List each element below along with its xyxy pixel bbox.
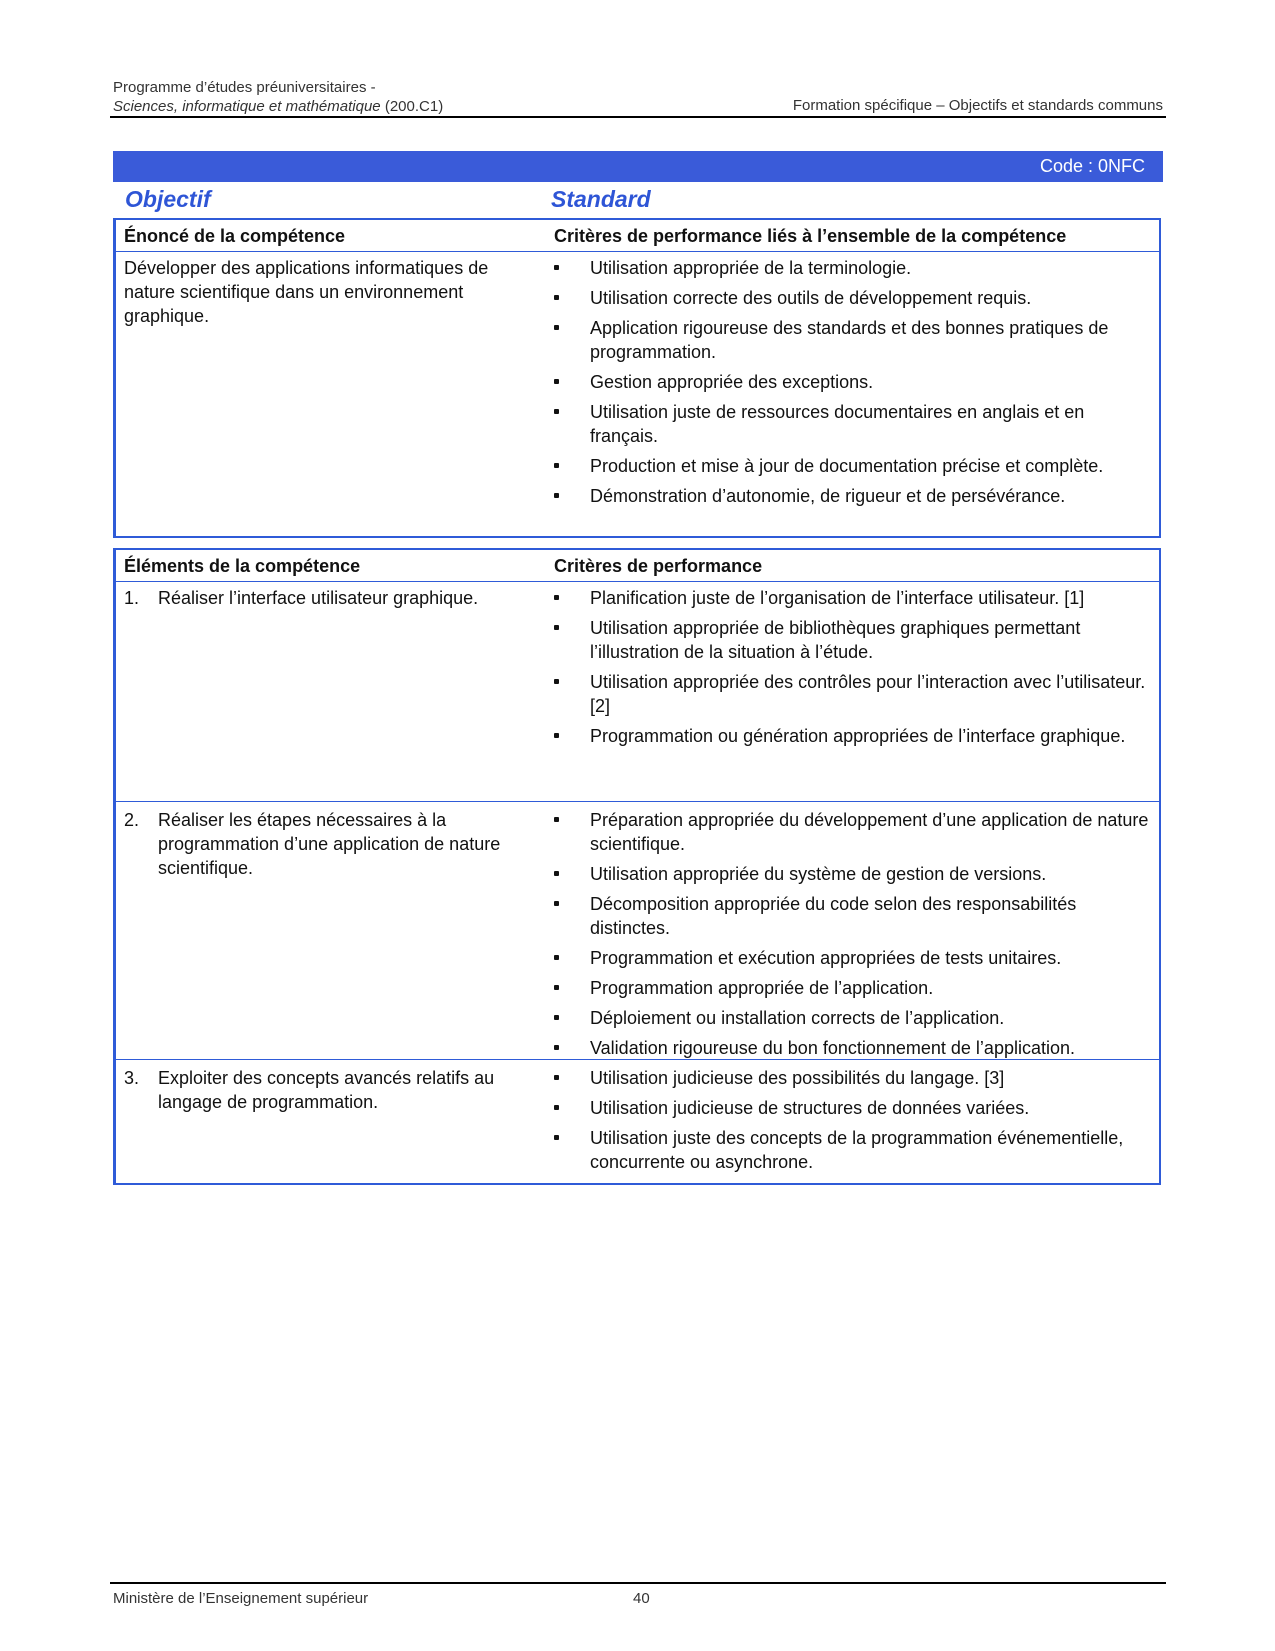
element-2-criteria [554, 808, 1154, 1066]
element-text: Réaliser les étapes nécessaires à la programmation d’une application de nature scientifique. [158, 810, 501, 878]
header-program-code: (200.C1) [384, 98, 444, 115]
element-row-2 [116, 801, 1159, 1060]
document-page [113, 0, 1163, 1651]
criterion-item: Production et mise à jour de documentation précise et complète. [554, 454, 1154, 478]
footer-rule [110, 1582, 1166, 1584]
header-right: Formation spécifique – Objectifs et standards communs [792, 97, 1163, 114]
header-left [113, 78, 443, 116]
criterion-item: Décomposition appropriée du code selon des responsabilités distinctes. [554, 892, 1154, 940]
criterion-item: Déploiement ou installation corrects de l’application. [554, 1006, 1154, 1030]
element-row-3 [116, 1059, 1159, 1184]
competence-table-head [116, 220, 1159, 252]
element-1-criteria [554, 586, 1154, 754]
criterion-item: Utilisation appropriée de la terminologie. [554, 256, 1154, 280]
element-3-criteria [554, 1066, 1154, 1180]
competence-criteria-heading: Critères de performance liés à l’ensemble de la compétence [554, 226, 1067, 246]
elements-table-head [116, 550, 1159, 582]
code-bar [113, 151, 1163, 182]
criterion-item: Gestion appropriée des exceptions. [554, 370, 1154, 394]
criterion-item: Programmation appropriée de l’application. [554, 976, 1154, 1000]
elements-heading: Éléments de la compétence [124, 556, 361, 576]
header-program-name: Sciences, informatique et mathématique [113, 98, 381, 115]
element-text: Réaliser l’interface utilisateur graphique. [158, 588, 479, 608]
elements-table [113, 548, 1161, 1185]
element-number: 3. [124, 1068, 140, 1088]
criterion-item: Utilisation juste des concepts de la programmation événementielle, concurrente ou asynchrone. [554, 1126, 1154, 1174]
criterion-item: Préparation appropriée du développement d’une application de nature scientifique. [554, 808, 1154, 856]
criterion-item: Utilisation appropriée de bibliothèques graphiques permettant l’illustration de la situation à l’étude. [554, 616, 1154, 664]
criterion-item: Utilisation appropriée des contrôles pour l’interaction avec l’utilisateur. [2] [554, 670, 1154, 718]
competence-heading: Énoncé de la compétence [124, 226, 346, 246]
elements-criteria-heading: Critères de performance [554, 556, 763, 576]
criterion-item: Application rigoureuse des standards et des bonnes pratiques de programmation. [554, 316, 1154, 364]
criterion-item: Programmation et exécution appropriées de tests unitaires. [554, 946, 1154, 970]
criterion-item: Utilisation correcte des outils de développement requis. [554, 286, 1154, 310]
element-number: 2. [124, 810, 140, 830]
element-row-1 [116, 581, 1159, 801]
criterion-item: Utilisation judicieuse des possibilités du langage. [3] [554, 1066, 1154, 1090]
header-rule [110, 116, 1166, 118]
element-number: 1. [124, 588, 140, 608]
criterion-item: Utilisation juste de ressources documentaires en anglais et en français. [554, 400, 1154, 448]
footer-ministry: Ministère de l’Enseignement supérieur [113, 1590, 369, 1607]
criterion-item: Démonstration d’autonomie, de rigueur et de persévérance. [554, 484, 1154, 508]
criterion-item: Utilisation appropriée du système de gestion de versions. [554, 862, 1154, 886]
header-program-title [113, 97, 443, 116]
criterion-item: Utilisation judicieuse de structures de données variées. [554, 1096, 1154, 1120]
criterion-item: Programmation ou génération appropriées de l’interface graphique. [554, 724, 1154, 748]
criterion-item: Planification juste de l’organisation de l’interface utilisateur. [1] [554, 586, 1154, 610]
element-text: Exploiter des concepts avancés relatifs au langage de programmation. [158, 1068, 495, 1112]
competence-statement: Développer des applications informatiques de nature scientifique dans un environnement graphique. [124, 258, 489, 326]
standard-title: Standard [551, 186, 651, 212]
criterion-item: Validation rigoureuse du bon fonctionnement de l’application. [554, 1036, 1154, 1060]
header-program: Programme d’études préuniversitaires - [113, 79, 376, 96]
page-number: 40 [633, 1590, 650, 1607]
competency-code: Code : 0NFC [1039, 156, 1145, 176]
competence-criteria [554, 256, 1154, 514]
objectif-title: Objectif [125, 186, 211, 212]
competence-table [113, 218, 1161, 538]
